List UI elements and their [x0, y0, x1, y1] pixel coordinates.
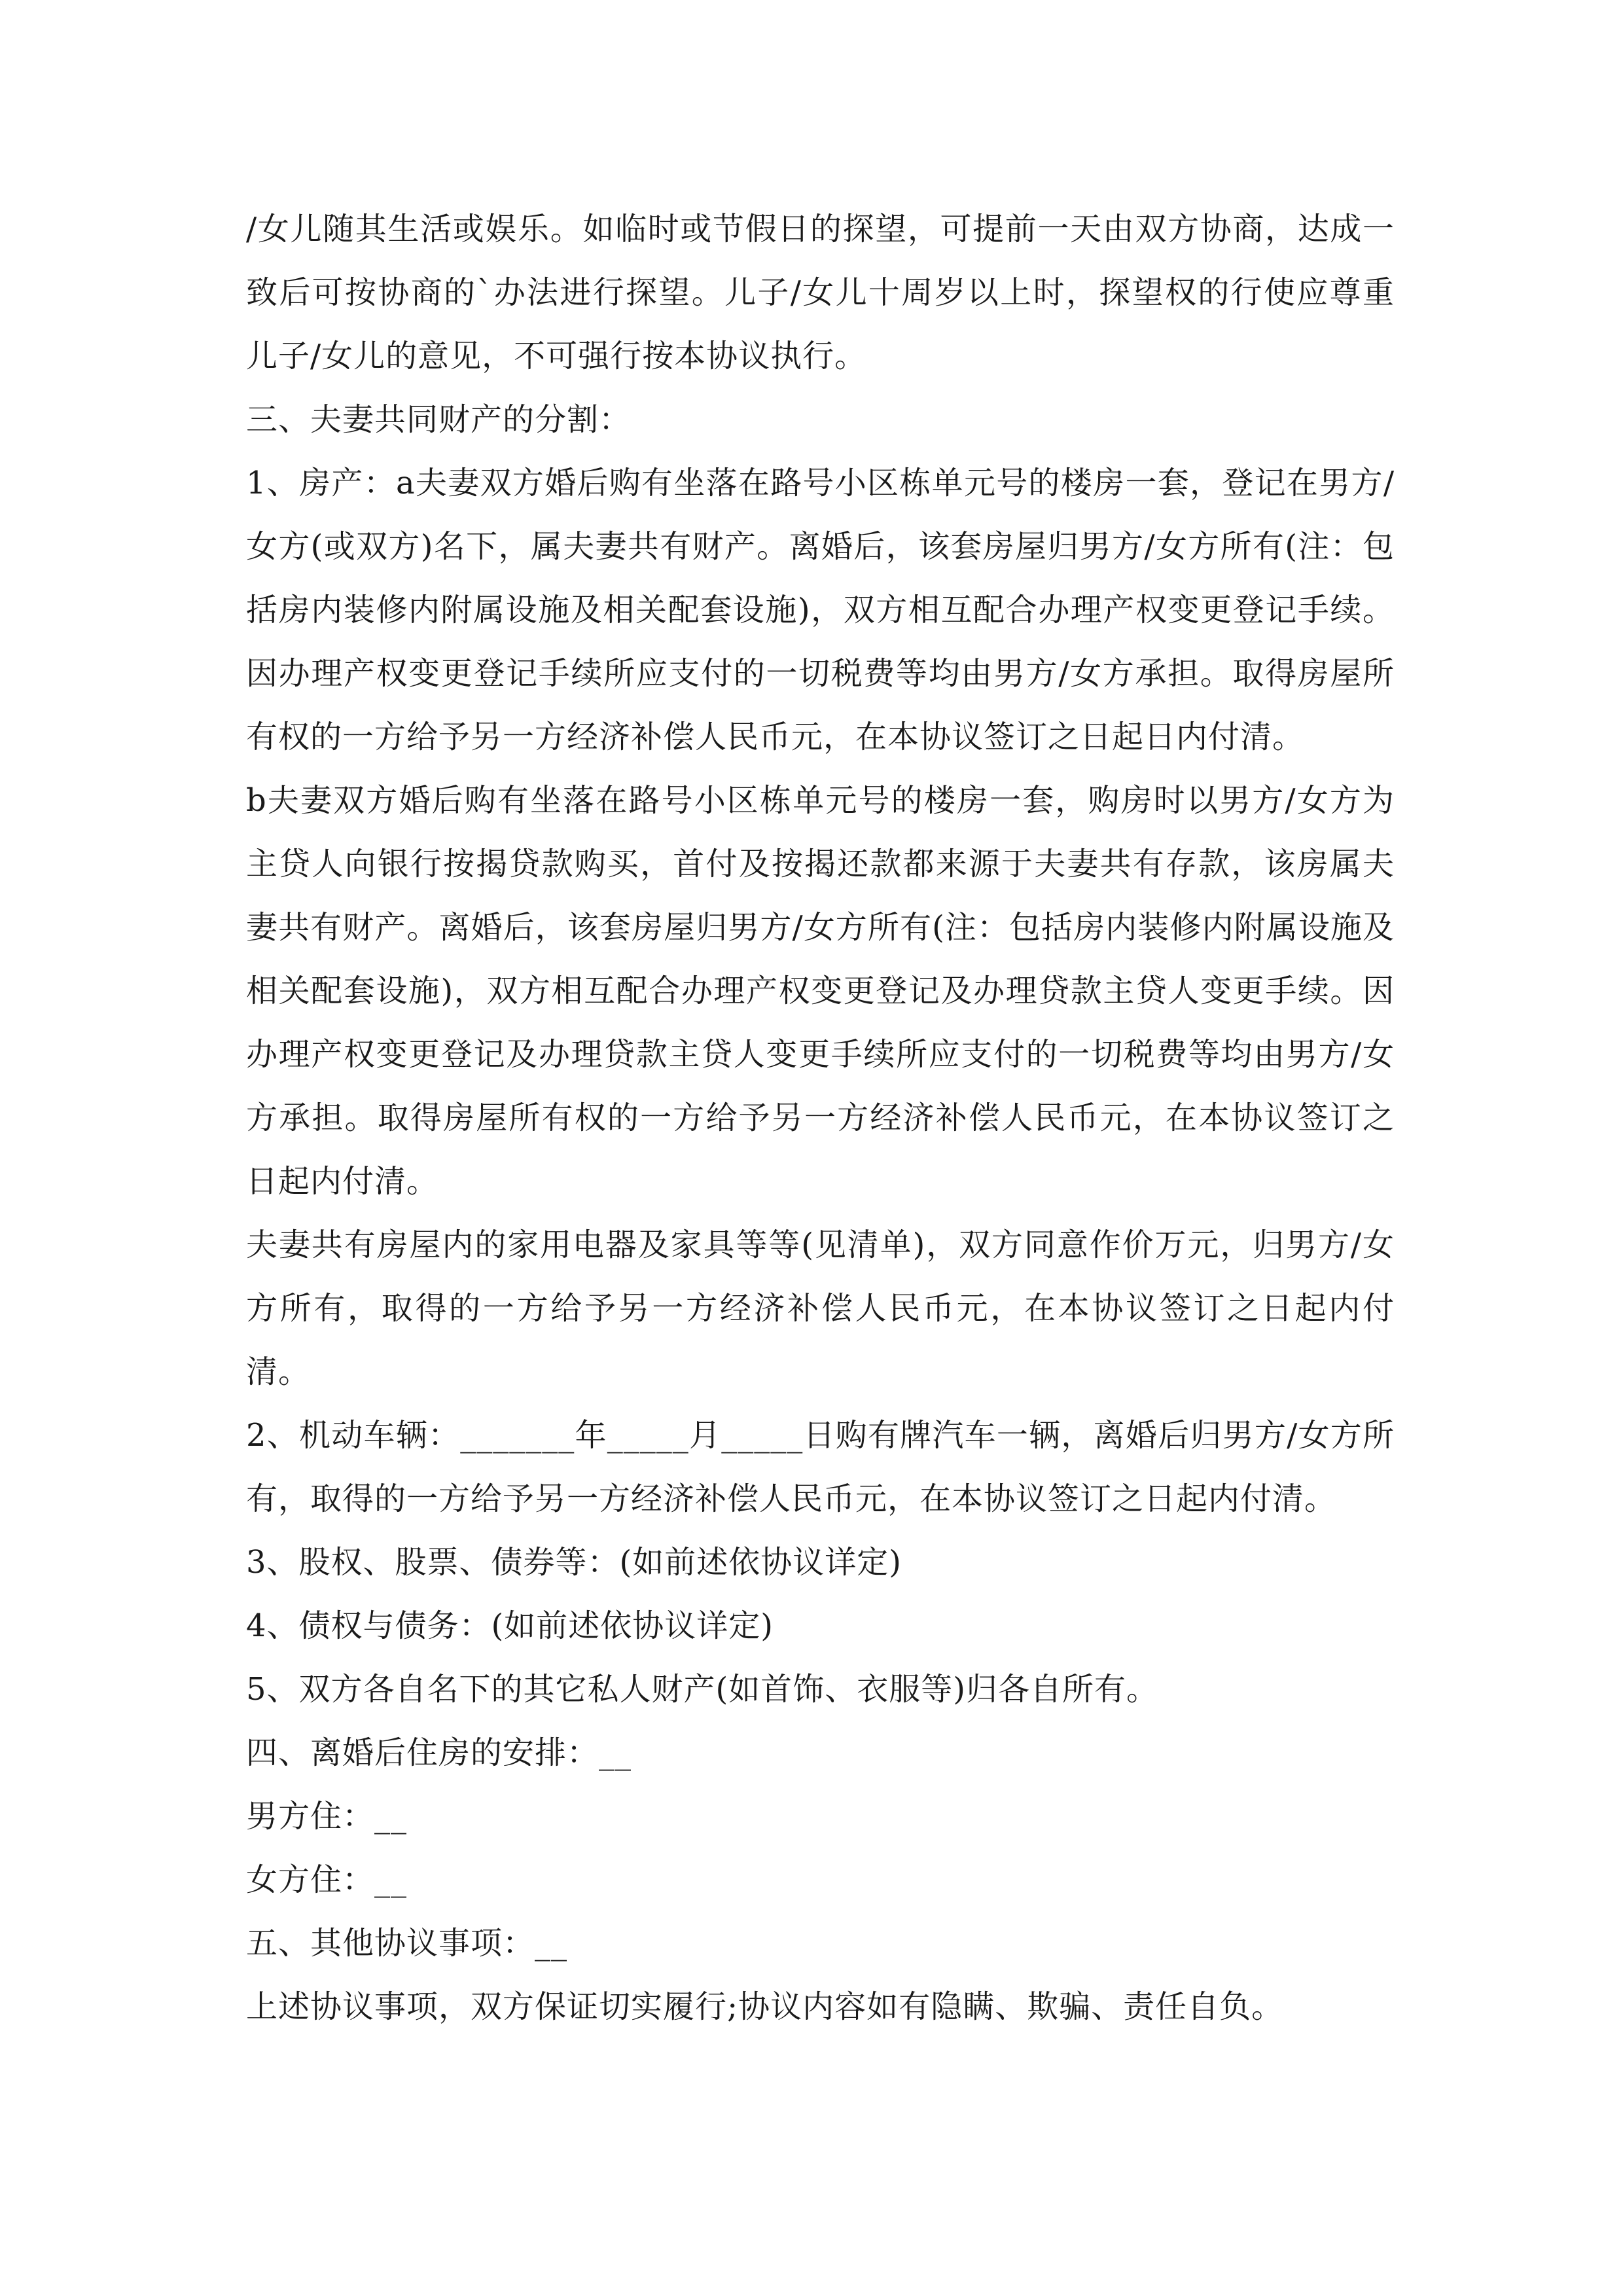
line-male-residence: 男方住：__ — [246, 1798, 408, 1835]
heading-other-matters: 五、其他协议事项：__ — [246, 1925, 568, 1962]
paragraph-household-appliances: 夫妻共有房屋内的家用电器及家具等等(见清单)，双方同意作价万元，归男方/女方所有，取得的一方给予另一方经济补偿人民币元，在本协议签订之日起内付清。 — [246, 1227, 1395, 1390]
heading-housing-arrangement: 四、离婚后住房的安排：__ — [246, 1734, 632, 1771]
line-female-residence: 女方住：__ — [246, 1861, 408, 1898]
document-body — [246, 198, 1395, 2039]
paragraph-personal-property: 5、双方各自名下的其它私人财产(如首饰、衣服等)归各自所有。 — [246, 1671, 1158, 1708]
paragraph-stocks-bonds: 3、股权、股票、债券等：(如前述依协议详定) — [246, 1544, 902, 1581]
paragraph-vehicles: 2、机动车辆：_______年_____月_____日购有牌汽车一辆，离婚后归男方/女方所有，取得的一方给予另一方经济补偿人民币元，在本协议签订之日起内付清。 — [246, 1417, 1395, 1517]
paragraph-real-estate-a: 1、房产：a夫妻双方婚后购有坐落在路号小区栋单元号的楼房一套，登记在男方/女方(或双方)名下，属夫妻共有财产。离婚后，该套房屋归男方/女方所有(注：包括房内装修内附属设施及相关配套设施)，双方相互配合办理产权变更登记手续。因办理产权变更登记手续所应支付的一切税费等均由男方/女方承担。取得房屋所有权的一方给予另一方经济补偿人民币元，在本协议签订之日起日内付清。 — [246, 465, 1395, 755]
paragraph-real-estate-b: b夫妻双方婚后购有坐落在路号小区栋单元号的楼房一套，购房时以男方/女方为主贷人向银行按揭贷款购买，首付及按揭还款都来源于夫妻共有存款，该房属夫妻共有财产。离婚后，该套房屋归男方/女方所有(注：包括房内装修内附属设施及相关配套设施)，双方相互配合办理产权变更登记及办理贷款主贷人变更手续。因办理产权变更登记及办理贷款主贷人变更手续所应支付的一切税费等均由男方/女方承担。取得房屋所有权的一方给予另一方经济补偿人民币元，在本协议签订之日起内付清。 — [246, 782, 1395, 1200]
heading-property-division: 三、夫妻共同财产的分割： — [246, 401, 632, 438]
paragraph-debts: 4、债权与债务：(如前述依协议详定) — [246, 1607, 774, 1644]
paragraph-visitation-tail: /女儿随其生活或娱乐。如临时或节假日的探望，可提前一天由双方协商，达成一致后可按协商的`办法进行探望。儿子/女儿十周岁以上时，探望权的行使应尊重儿子/女儿的意见，不可强行按本协议执行。 — [246, 211, 1395, 374]
paragraph-guarantee: 上述协议事项，双方保证切实履行;协议内容如有隐瞒、欺骗、责任自负。 — [246, 1988, 1284, 2025]
